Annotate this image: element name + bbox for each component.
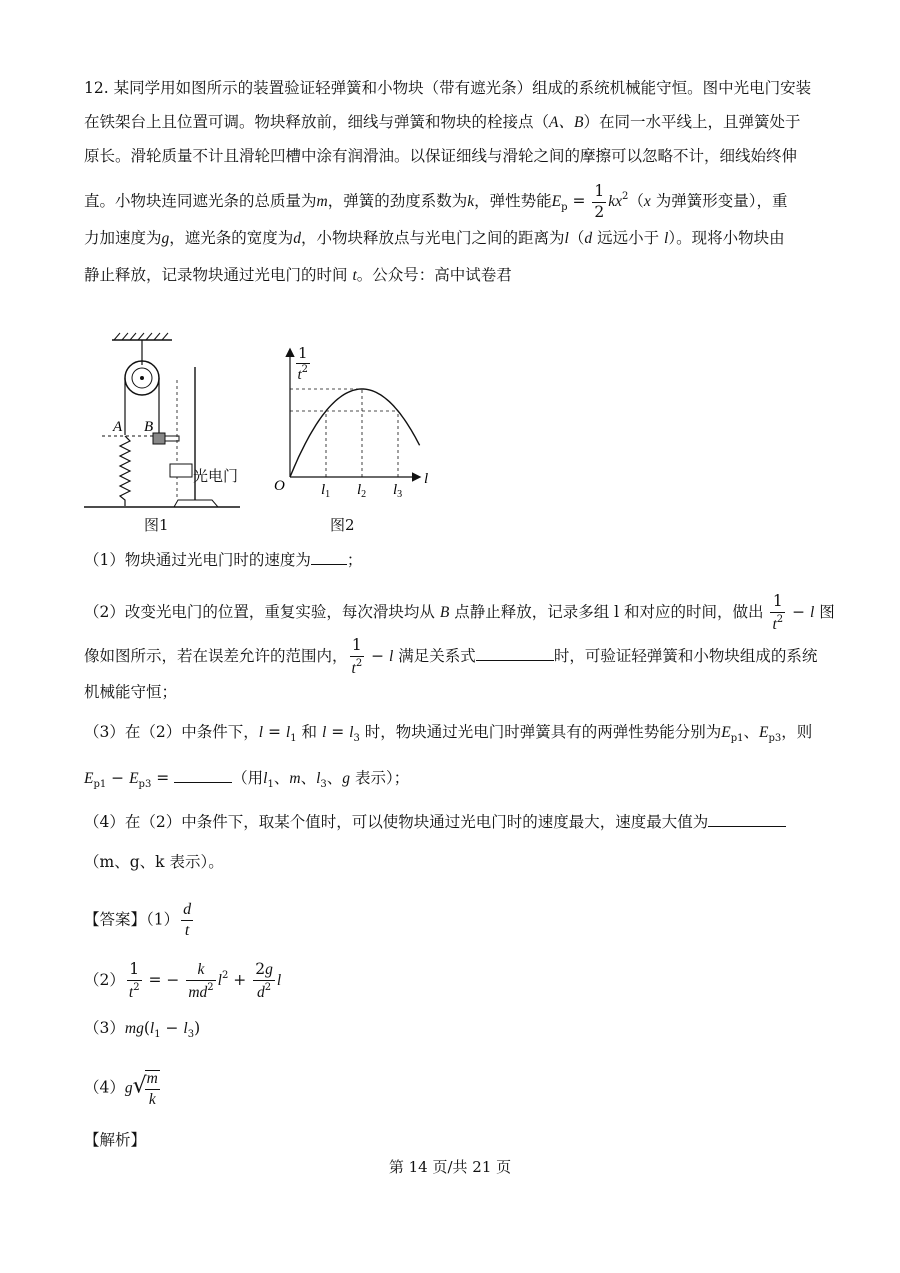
answer-label: 【答案】	[84, 910, 147, 929]
problem-line-3: 原长。滑轮质量不计且滑轮凹槽中涂有润滑油。以保证细线与滑轮之间的摩擦可以忽略不计，细线始终伸	[84, 147, 798, 165]
answer-blank-2[interactable]	[476, 646, 554, 661]
figure-1-apparatus	[80, 330, 250, 515]
question-3-line-1: （3）在（2）中条件下，$l = l_1$ 和 $l = l_3$ 时，物块通过光电门时弹簧具有的两弹性势能分别为$E_{p1}$、$E_{p3}$，则	[84, 723, 813, 744]
half-fraction: $\frac{1}{2}$	[594, 182, 605, 221]
question-2-line-3: 机械能守恒；	[84, 683, 178, 701]
answer-4: （4）g√ $\frac{m}{k}$	[84, 1070, 158, 1108]
problem-line-1: 12. 某同学用如图所示的装置验证轻弹簧和小物块（带有遮光条）组成的系统机械能守恒。图中光电门安装	[84, 79, 812, 97]
parabola-curve	[290, 389, 420, 477]
problem-line-5: 力加速度为g，遮光条的宽度为d，小物块释放点与光电门之间的距离为l（d 远远小于 l）。现将小物块由	[84, 229, 785, 247]
problem-line-2: 在铁架台上且位置可调。物块释放前，细线与弹簧和物块的栓接点（A、B）在同一水平线上，且弹簧处于	[84, 113, 801, 131]
page-footer: 第 14 页/共 21 页	[388, 1158, 512, 1176]
analysis-label: 【解析】	[84, 1131, 147, 1149]
question-2-line-1: （2）改变光电门的位置，重复实验，每次滑块均从 B 点静止释放，记录多组 l 和对应的时间，做出 $\frac{1}{t^2}$ − l 图	[84, 592, 835, 633]
y-axis-label: 1 $t^2$	[297, 344, 309, 383]
origin-label: O	[274, 478, 285, 494]
ceiling-hatch	[114, 333, 168, 340]
question-1: （1）物块通过光电门时的速度为 ；	[84, 551, 363, 569]
photogate	[170, 464, 192, 477]
answer-1: 【答案】（1） $\frac{d}{t}$	[84, 901, 192, 939]
problem-number: 12.	[84, 79, 109, 97]
figure-2-caption: 图2	[330, 516, 355, 534]
points-label: A、B	[549, 114, 584, 131]
answer-2: （2） $\frac{1}{t^2}$ = − $\frac{k}{md^2}$ $l^2$ + $\frac{2g}{d^2}$ l	[84, 960, 282, 1001]
figure-1-caption: 图1	[144, 516, 169, 534]
x-tick-label-1: $l_1$	[321, 482, 331, 500]
spring	[120, 436, 130, 506]
stand-base	[174, 500, 218, 507]
answer-blank-4[interactable]	[708, 812, 786, 827]
x-tick-label-2: $l_2$	[357, 482, 367, 500]
answer-blank-3[interactable]	[174, 768, 232, 783]
problem-line-4: 直。小物块连同遮光条的总质量为m，弹簧的劲度系数为k，弹性势能$E_p$ = $\frac{1}{2}$ $kx^2(x$ 为弹簧形变量），重	[84, 182, 788, 221]
question-4-line-1: （4）在（2）中条件下，取某个值时，可以使物块通过光电门时的速度最大，速度最大值为	[84, 810, 786, 832]
question-2-line-2: 像如图所示，若在误差允许的范围内， $\frac{1}{t^2}$ − l 满足关系式 时，可验证轻弹簧和小物块组成的系统	[84, 636, 818, 677]
question-4-line-2: （m、g、k 表示）。	[84, 853, 224, 871]
label-a: A	[113, 419, 123, 435]
problem-line-6: 静止释放，记录物块通过光电门的时间 t。公众号：高中试卷君	[84, 266, 512, 284]
x-tick-label-3: $l_3$	[393, 482, 403, 500]
label-b: B	[144, 419, 154, 435]
x-axis-label: l	[424, 471, 429, 487]
answer-blank-1[interactable]	[311, 550, 347, 565]
answer-3: $(3)mg(l_1 - l_3)$	[84, 1019, 201, 1040]
question-3-line-2: $E_{p1} - E_{p3}$ = （用$l_1$、m、$l_3$、g 表示）；	[84, 769, 410, 790]
photogate-label: 光电门	[193, 467, 239, 485]
block	[153, 433, 165, 444]
